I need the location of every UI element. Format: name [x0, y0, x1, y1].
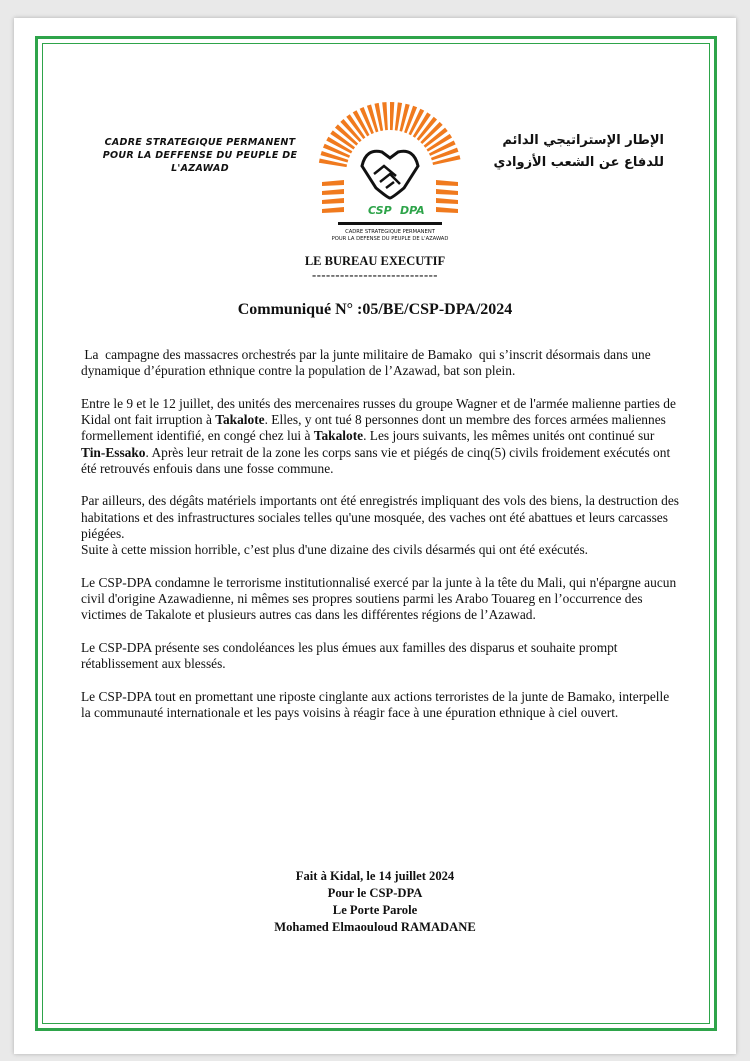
signature-role: Le Porte Parole — [332, 903, 418, 917]
paragraph-6: Le CSP-DPA tout en promettant une riposte cinglante aux actions terroristes de la junte de Bamako, interpelle la communauté internationale et les pays voisins à réagir face à une épuration ethnique à ciel ouvert. — [81, 688, 670, 720]
sunburst-ray — [436, 198, 458, 204]
handshake-sunburst-logo — [304, 96, 474, 246]
paragraph-2-text: . Elles, y ont tué 8 personnes dont un membre des forces armées maliennes formellement identifié, en congé chez lui à — [81, 412, 666, 444]
signature-block — [14, 868, 736, 936]
logo-underline — [338, 222, 442, 225]
org-ar-line-1: الإطار الإستراتيجي الدائم — [502, 133, 664, 148]
paragraph-4: Le CSP-DPA condamne le terrorisme institutionnalisé exercé par la junte à la tête du Mali, qui n'épargne aucun civil d'origine Azawadienne, ni mêmes ses propres soutiens parmi les Arabo Touareg en l’occurrence des victimes de Takalote et plusieurs autres cas dans les différentes régions de l’Azawad. — [81, 574, 677, 623]
paragraph-2-text: . Après leur retrait de la zone les corps sans vie et piégés de cinq(5) civils froidement exécutés ont été retrouvés enfouis dans une fosse commune. — [81, 444, 671, 476]
signature-for-org: Pour le CSP-DPA — [327, 886, 423, 900]
sunburst-ray — [322, 180, 344, 186]
signature-name: Mohamed Elmaouloud RAMADANE — [274, 920, 476, 934]
sunburst-ray — [436, 180, 458, 186]
communique-title: Communiqué N° :05/BE/CSP-DPA/2024 — [237, 301, 513, 318]
place-takalote: Takalote — [313, 428, 364, 444]
sunburst-ray — [436, 207, 458, 213]
document-page — [14, 18, 736, 1054]
signature-place-date: Fait à Kidal, le 14 juillet 2024 — [295, 869, 455, 883]
org-fr-line-2: POUR LA DEFFENSE DU PEUPLE DE — [102, 150, 298, 161]
org-fr-line-3: L'AZAWAD — [171, 163, 229, 174]
sunburst-ray — [390, 102, 394, 130]
communique-body — [81, 347, 681, 738]
organization-name-french — [90, 136, 310, 175]
paragraph-3b: Suite à cette mission horrible, c’est plus d'une dizaine des civils désarmés qui ont été exécutés. — [81, 542, 589, 558]
logo-text-dpa: DPA — [400, 204, 425, 217]
place-takalote: Takalote — [215, 412, 265, 428]
place-tin-essako: Tin-Essako — [81, 444, 146, 460]
paragraph-5: Le CSP-DPA présente ses condoléances les plus émues aux familles des disparus et souhaite prompt rétablissement aux blessés. — [81, 639, 618, 672]
paragraph-3a: Par ailleurs, des dégâts matériels importants ont été enregistrés impliquant des vols des biens, la destruction des habitations et des infrastructures sociales telles qu'une mosquée, des vaches ont été abattues et leurs carcasses piégées. — [81, 493, 679, 541]
sunburst-ray — [382, 102, 388, 130]
sunburst-ray — [322, 198, 344, 204]
paragraph-2-text: . Les jours suivants, les mêmes unités ont continué sur — [363, 428, 655, 444]
logo-subtitle-line-2: POUR LA DEFENSE DU PEUPLE DE L'AZAWAD — [331, 236, 449, 242]
paragraph-2-text: Entre le 9 et le 12 juillet, des unités des mercenaires russes du groupe Wagner et de l'armée malienne parties de Kidal ont fait irruption à — [81, 395, 676, 428]
org-fr-line-1: CADRE STRATEGIQUE PERMANENT — [104, 137, 296, 148]
paragraph-1: La campagne des massacres orchestrés par la junte militaire de Bamako qui s’inscrit désormais dans une dynamique d’épuration ethnique contre la population de l’Azawad, bat son plein. — [81, 347, 655, 379]
logo-text-csp: CSP — [368, 204, 392, 217]
paragraph-2 — [81, 396, 681, 477]
sunburst-ray — [322, 207, 344, 213]
org-ar-line-2: للدفاع عن الشعب الأزوادي — [493, 155, 664, 170]
bureau-heading: LE BUREAU EXECUTIF — [304, 254, 446, 268]
logo-subtitle-line-1: CADRE STRATEGIQUE PERMANENT — [345, 229, 435, 235]
organization-name-arabic — [454, 130, 664, 174]
bureau-underline-dashes: --------------------------- — [312, 268, 438, 282]
sunburst-ray — [322, 189, 344, 195]
handshake-icon — [362, 151, 418, 198]
sunburst-ray — [436, 189, 458, 195]
